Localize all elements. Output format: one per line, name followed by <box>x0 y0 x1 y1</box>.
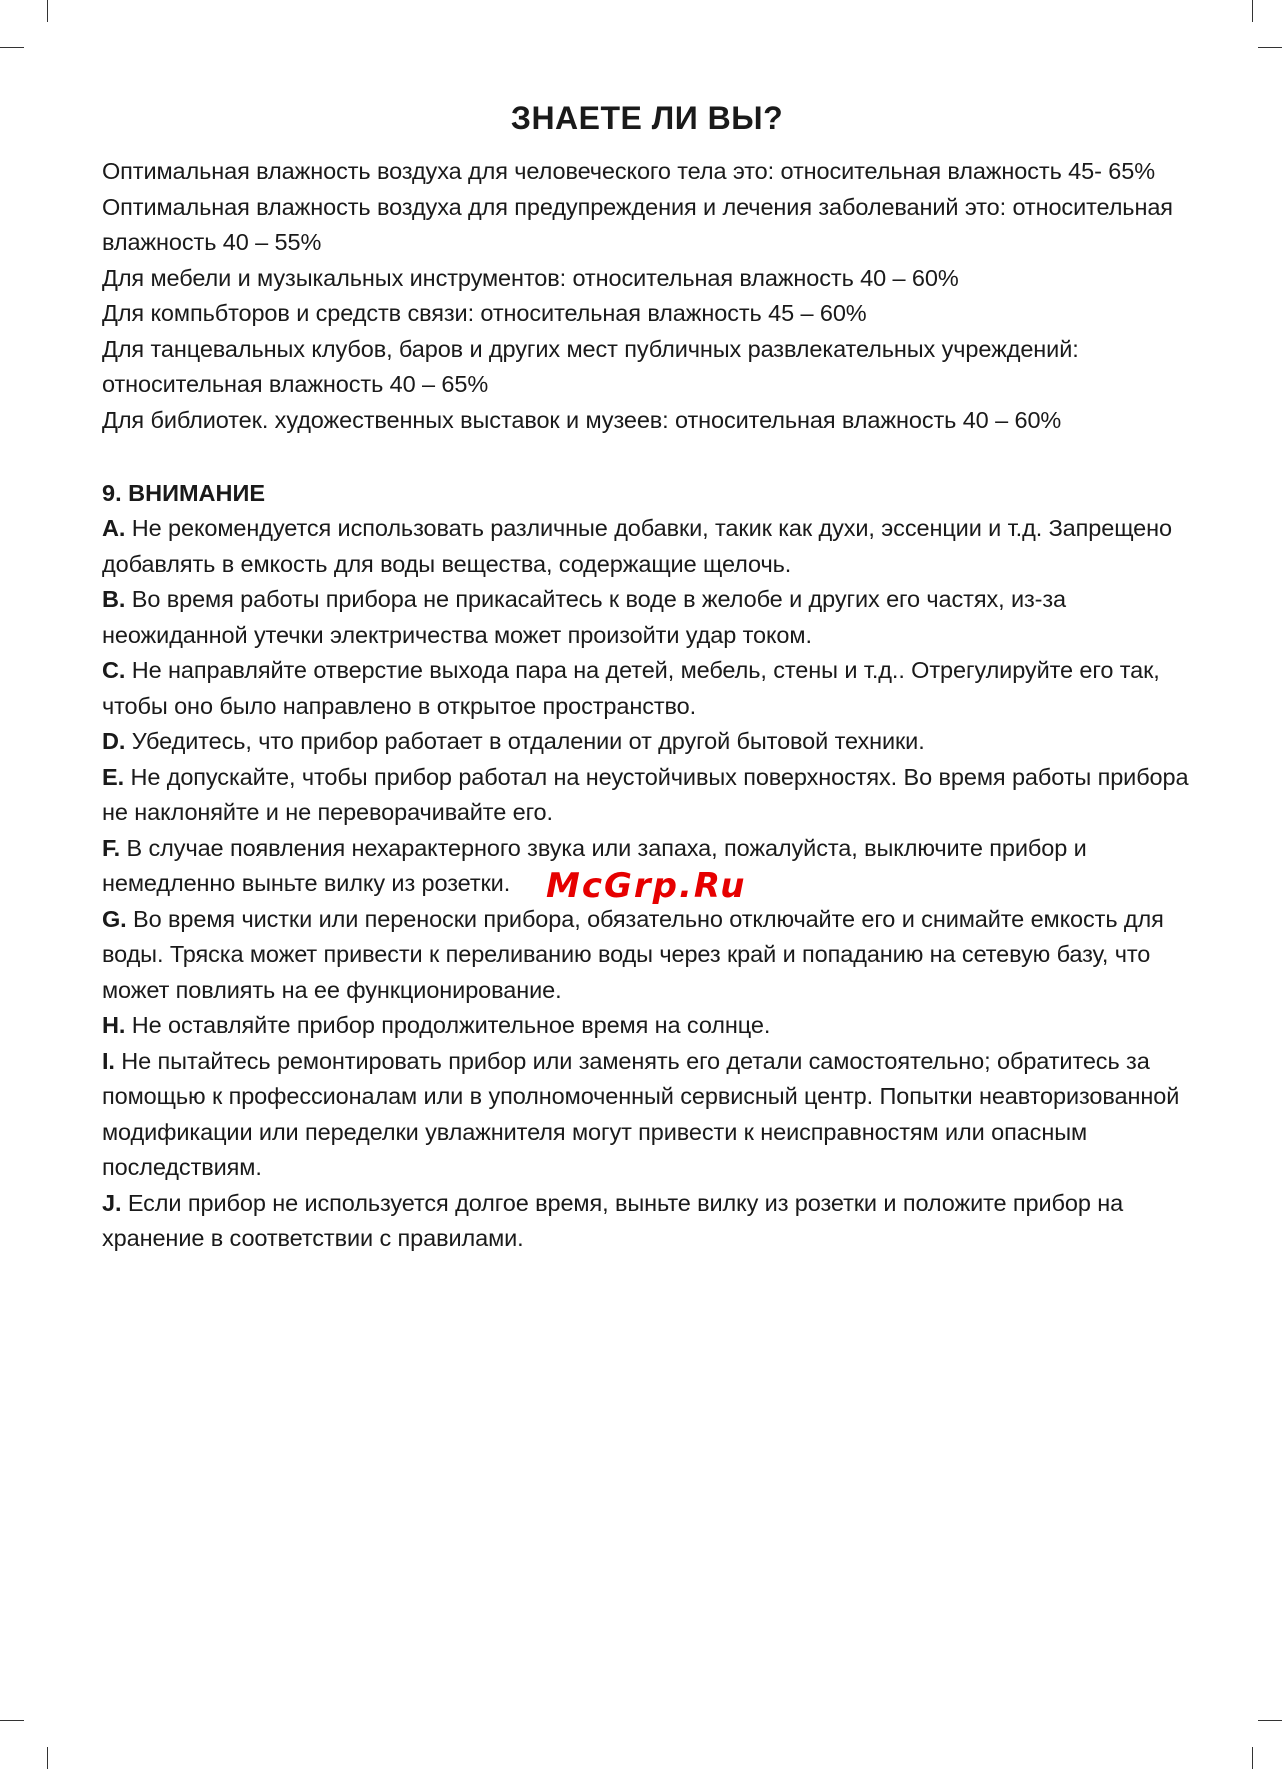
fact-paragraph: Для компьбторов и средств связи: относительная влажность 45 – 60% <box>102 300 867 326</box>
crop-mark-bottom-left <box>47 1747 48 1769</box>
warning-letter: J. <box>102 1189 122 1216</box>
warning-letter: B. <box>102 586 126 612</box>
warning-text: Убедитесь, что прибор работает в отдалении от другой бытовой техники. <box>125 728 925 754</box>
warning-text: Если прибор не используется долгое время, выньте вилку из розетки и положите прибор на хранение в соответствии с правилами. <box>102 1189 1124 1251</box>
section-heading: 9. ВНИМАНИЕ <box>102 480 266 506</box>
warning-item <box>102 902 1192 1009</box>
fact-paragraph: Для танцевальных клубов, баров и других мест публичных развлекательных учреждений: относительная влажность 40 – 65% <box>102 335 1079 397</box>
document-page <box>102 98 1192 1257</box>
warning-letter: A. <box>102 515 126 541</box>
warning-letter: C. <box>102 657 126 683</box>
warning-item <box>102 582 1192 653</box>
warning-letter: D. <box>102 728 126 754</box>
fact-paragraph: Для мебели и музыкальных инструментов: относительная влажность 40 – 60% <box>102 264 959 291</box>
fact-paragraph: Оптимальная влажность воздуха для человеческого тела это: относительная влажность 45- 65% <box>102 158 1155 184</box>
warning-text: Не оставляйте прибор продолжительное время на солнце. <box>125 1012 771 1038</box>
warning-item <box>102 511 1192 582</box>
fact-paragraph: Оптимальная влажность воздуха для предупреждения и лечения заболеваний это: относительная влажность 40 – 55% <box>102 193 1173 255</box>
warning-letter: E. <box>102 763 125 790</box>
crop-mark-top-left-h <box>0 47 24 48</box>
warning-letter: G. <box>102 905 127 932</box>
warning-text: Не пытайтесь ремонтировать прибор или заменять его детали самостоятельно; обратитесь за помощью к профессионалам или в уполномоченный сервисный центр. Попытки неавторизованной модификации или переделки увлажнителя могут привести к неисправностям или опасным последствиям. <box>102 1047 1180 1180</box>
warning-letter: F. <box>102 834 121 861</box>
warning-item <box>102 1008 1192 1044</box>
crop-mark-bottom-right-h <box>1258 1720 1282 1721</box>
warning-item <box>102 1186 1192 1257</box>
warning-text: Не допускайте, чтобы прибор работал на неустойчивых поверхностях. Во время работы прибора не наклоняйте и не переворачивайте его. <box>102 763 1189 825</box>
crop-mark-bottom-left-h <box>0 1720 24 1721</box>
fact-paragraph: Для библиотек. художественных выставок и музеев: относительная влажность 40 – 60% <box>102 406 1062 433</box>
warning-item <box>102 653 1192 724</box>
warning-letter: I. <box>102 1047 115 1074</box>
crop-mark-top-right-h <box>1258 47 1282 48</box>
crop-mark-top-right <box>1252 0 1253 22</box>
watermark-logo: McGrp.Ru <box>546 866 747 906</box>
facts-block <box>102 154 1192 438</box>
warning-text: Во время чистки или переноски прибора, обязательно отключайте его и снимайте емкость для воды. Тряска может привести к переливанию воды через край и попаданию на сетевую базу, что может повлиять на ее функционирование. <box>102 905 1164 1003</box>
warning-text: Во время работы прибора не прикасайтесь к воде в желобе и других его частях, из-за неожиданной утечки электричества может произойти удар током. <box>102 586 1067 648</box>
warning-item <box>102 760 1192 831</box>
crop-mark-bottom-right <box>1252 1747 1253 1769</box>
warning-text: Не рекомендуется использовать различные добавки, такик как духи, эссенции и т.д. Запрещено добавлять в емкость для воды вещества, содержащие щелочь. <box>102 515 1172 577</box>
warning-item <box>102 724 1192 760</box>
warning-text: В случае появления нехарактерного звука или запаха, пожалуйста, выключите прибор и немедленно выньте вилку из розетки. <box>102 834 1087 896</box>
page-title: ЗНАЕТЕ ЛИ ВЫ? <box>510 100 784 136</box>
crop-mark-top-left <box>47 0 48 22</box>
warning-letter: H. <box>102 1012 126 1038</box>
warning-text: Не направляйте отверстие выхода пара на детей, мебель, стены и т.д.. Отрегулируйте его так, чтобы оно было направлено в открытое пространство. <box>102 657 1160 719</box>
warning-item <box>102 1044 1192 1186</box>
